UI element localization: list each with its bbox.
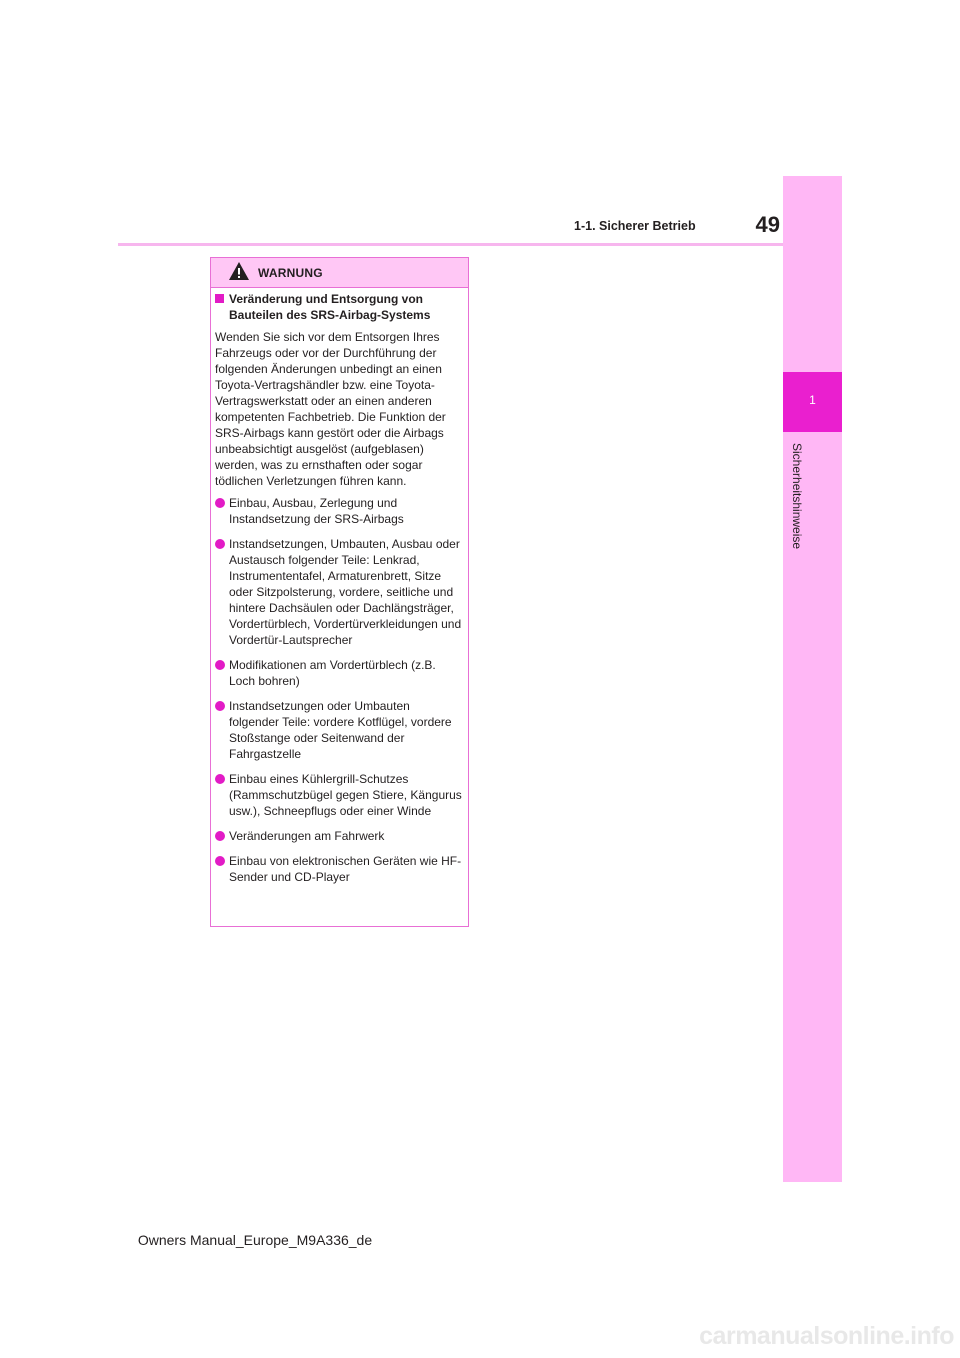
list-item <box>215 495 463 527</box>
bullet-dot-icon <box>215 539 225 549</box>
list-item-text: Modifikationen am Vordertürblech (z.B. Loch bohren) <box>229 658 436 688</box>
list-item-text: Instandsetzungen oder Umbauten folgender Teile: vordere Kotflügel, vordere Stoßstange oder Seitenwand der Fahrgastzelle <box>229 699 452 761</box>
list-item-text: Einbau, Ausbau, Zerlegung und Instandsetzung der SRS-Airbags <box>229 496 404 526</box>
bullet-dot-icon <box>215 856 225 866</box>
warning-heading-text: Veränderung und Entsorgung von Bauteilen des SRS-Airbag-Systems <box>229 292 431 322</box>
list-item-text: Instandsetzungen, Umbauten, Ausbau oder Austausch folgender Teile: Lenkrad, Instrumententafel, Armaturenbrett, Sitze oder Sitzpolsterung, vordere, seitliche und hintere Dachsäulen oder Dachlängsträger, Vordertürblech, Vordertürverkleidungen und Vordertür-Lautsprecher <box>229 537 462 647</box>
watermark: carmanualsonline.info <box>699 1322 954 1350</box>
list-item <box>215 698 463 762</box>
list-item <box>215 828 463 844</box>
warning-heading <box>215 291 463 323</box>
bullet-dot-icon <box>215 831 225 841</box>
warning-intro: Wenden Sie sich vor dem Entsorgen Ihres Fahrzeugs oder vor der Durchführung der folgenden Änderungen unbedingt an einen Toyota-Vertragshändler bzw. eine Toyota-Vertragswerkstatt oder an einen anderen kompetenten Fachbetrieb. Die Funktion der SRS-Airbags kann gestört oder die Airbags unbeabsichtigt ausgelöst (aufgeblasen) werden, was zu ernsthaften oder sogar tödlichen Verletzungen führen kann. <box>215 330 446 488</box>
list-item-text: Einbau eines Kühlergrill-Schutzes (Rammschutzbügel gegen Stiere, Kängurus usw.), Schneepflugs oder einer Winde <box>229 772 462 818</box>
list-item-text: Einbau von elektronischen Geräten wie HF-Sender und CD-Player <box>229 854 462 884</box>
warning-box <box>210 257 469 927</box>
footer-doc-id: Owners Manual_Europe_M9A336_de <box>137 1232 373 1248</box>
chapter-side-band <box>783 176 842 1182</box>
square-bullet-icon <box>215 294 224 303</box>
chapter-label: Sicherheitshinweise <box>790 443 804 550</box>
warning-title: WARNUNG <box>258 266 323 280</box>
header-divider <box>118 243 783 246</box>
bullet-dot-icon <box>215 701 225 711</box>
bullet-dot-icon <box>215 774 225 784</box>
list-item-text: Veränderungen am Fahrwerk <box>229 829 385 843</box>
list-item <box>215 853 463 885</box>
bullet-dot-icon <box>215 660 225 670</box>
bullet-dot-icon <box>215 498 225 508</box>
warning-body <box>215 291 463 894</box>
warning-list <box>215 495 463 885</box>
warning-header <box>211 258 468 288</box>
warning-triangle-icon <box>228 261 250 281</box>
list-item <box>215 771 463 819</box>
section-title: 1-1. Sicherer Betrieb <box>574 219 696 233</box>
list-item <box>215 536 463 648</box>
list-item <box>215 657 463 689</box>
chapter-tab-number: 1 <box>809 393 816 407</box>
page-number: 49 <box>755 212 780 237</box>
